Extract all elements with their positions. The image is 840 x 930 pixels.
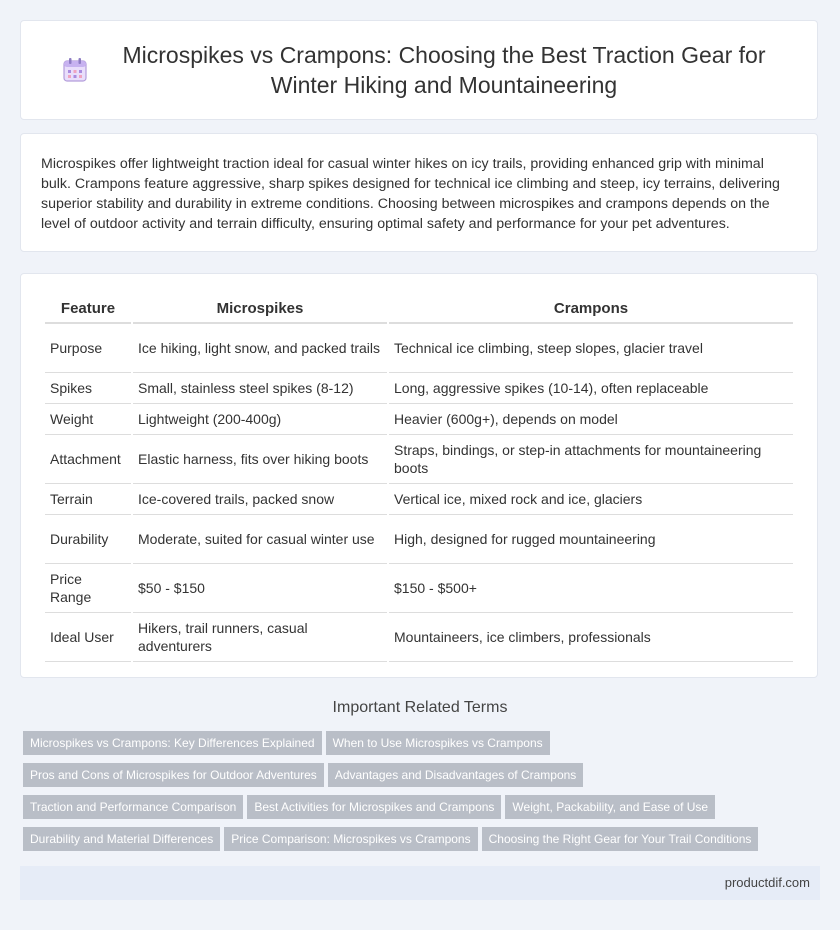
related-term-tag[interactable]: Price Comparison: Microspikes vs Crampons [224,827,477,851]
row-microspikes: Moderate, suited for casual winter use [133,515,387,564]
title-card [20,20,818,120]
table-row [45,373,793,404]
table-row [45,613,793,662]
related-term-tag[interactable]: Pros and Cons of Microspikes for Outdoor Adventures [23,763,324,787]
related-terms-heading: Important Related Terms [332,699,508,716]
related-term-tag[interactable]: Weight, Packability, and Ease of Use [505,795,715,819]
related-term-tag[interactable]: Microspikes vs Crampons: Key Differences Explained [23,731,322,755]
page-title: Microspikes vs Crampons: Choosing the Best Traction Gear for Winter Hiking and Mountaineering [122,42,766,98]
row-feature: Spikes [45,373,131,404]
related-term-tag[interactable]: Advantages and Disadvantages of Crampons [328,763,583,787]
row-microspikes: Ice hiking, light snow, and packed trails [133,324,387,373]
header-crampons: Crampons [389,294,793,324]
calendar-icon [61,56,89,84]
footer [20,866,820,900]
footer-site-link[interactable]: productdif.com [724,875,810,890]
row-feature: Purpose [45,324,131,373]
row-feature: Ideal User [45,613,131,662]
related-term-tag[interactable]: Choosing the Right Gear for Your Trail Conditions [482,827,759,851]
related-term-tag[interactable]: When to Use Microspikes vs Crampons [326,731,550,755]
related-term-tag[interactable]: Best Activities for Microspikes and Crampons [247,795,501,819]
header-microspikes: Microspikes [133,294,387,324]
row-crampons: Straps, bindings, or step-in attachments for mountaineering boots [389,435,793,484]
table-row [45,484,793,515]
row-feature: Durability [45,515,131,564]
row-microspikes: Elastic harness, fits over hiking boots [133,435,387,484]
row-feature: Terrain [45,484,131,515]
related-terms-list [23,731,803,859]
comparison-table-card [20,273,818,678]
row-crampons: Mountaineers, ice climbers, professionals [389,613,793,662]
row-feature: Weight [45,404,131,435]
row-crampons: Technical ice climbing, steep slopes, glacier travel [389,324,793,373]
table-row [45,404,793,435]
row-microspikes: Small, stainless steel spikes (8-12) [133,373,387,404]
row-feature: Attachment [45,435,131,484]
table-row [45,515,793,564]
table-row [45,564,793,613]
row-microspikes: $50 - $150 [133,564,387,613]
row-crampons: Long, aggressive spikes (10-14), often replaceable [389,373,793,404]
table-row [45,324,793,373]
table-row [45,435,793,484]
related-term-tag[interactable]: Traction and Performance Comparison [23,795,243,819]
row-microspikes: Lightweight (200-400g) [133,404,387,435]
header-feature: Feature [45,294,131,324]
row-crampons: High, designed for rugged mountaineering [389,515,793,564]
intro-paragraph: Microspikes offer lightweight traction ideal for casual winter hikes on icy trails, providing enhanced grip with minimal bulk. Crampons feature aggressive, sharp spikes designed for technical ice climbing and steep, icy terrains, delivering superior stability and durability in extreme conditions. Choosing between microspikes and crampons depends on the level of outdoor activity and terrain difficulty, ensuring optimal safety and performance for your pet adventures. [41,156,780,232]
row-crampons: Vertical ice, mixed rock and ice, glaciers [389,484,793,515]
row-crampons: $150 - $500+ [389,564,793,613]
row-crampons: Heavier (600g+), depends on model [389,404,793,435]
row-microspikes: Hikers, trail runners, casual adventurers [133,613,387,662]
related-term-tag[interactable]: Durability and Material Differences [23,827,220,851]
row-microspikes: Ice-covered trails, packed snow [133,484,387,515]
row-feature: Price Range [45,564,131,613]
comparison-table [43,294,795,662]
intro-card [20,133,818,252]
